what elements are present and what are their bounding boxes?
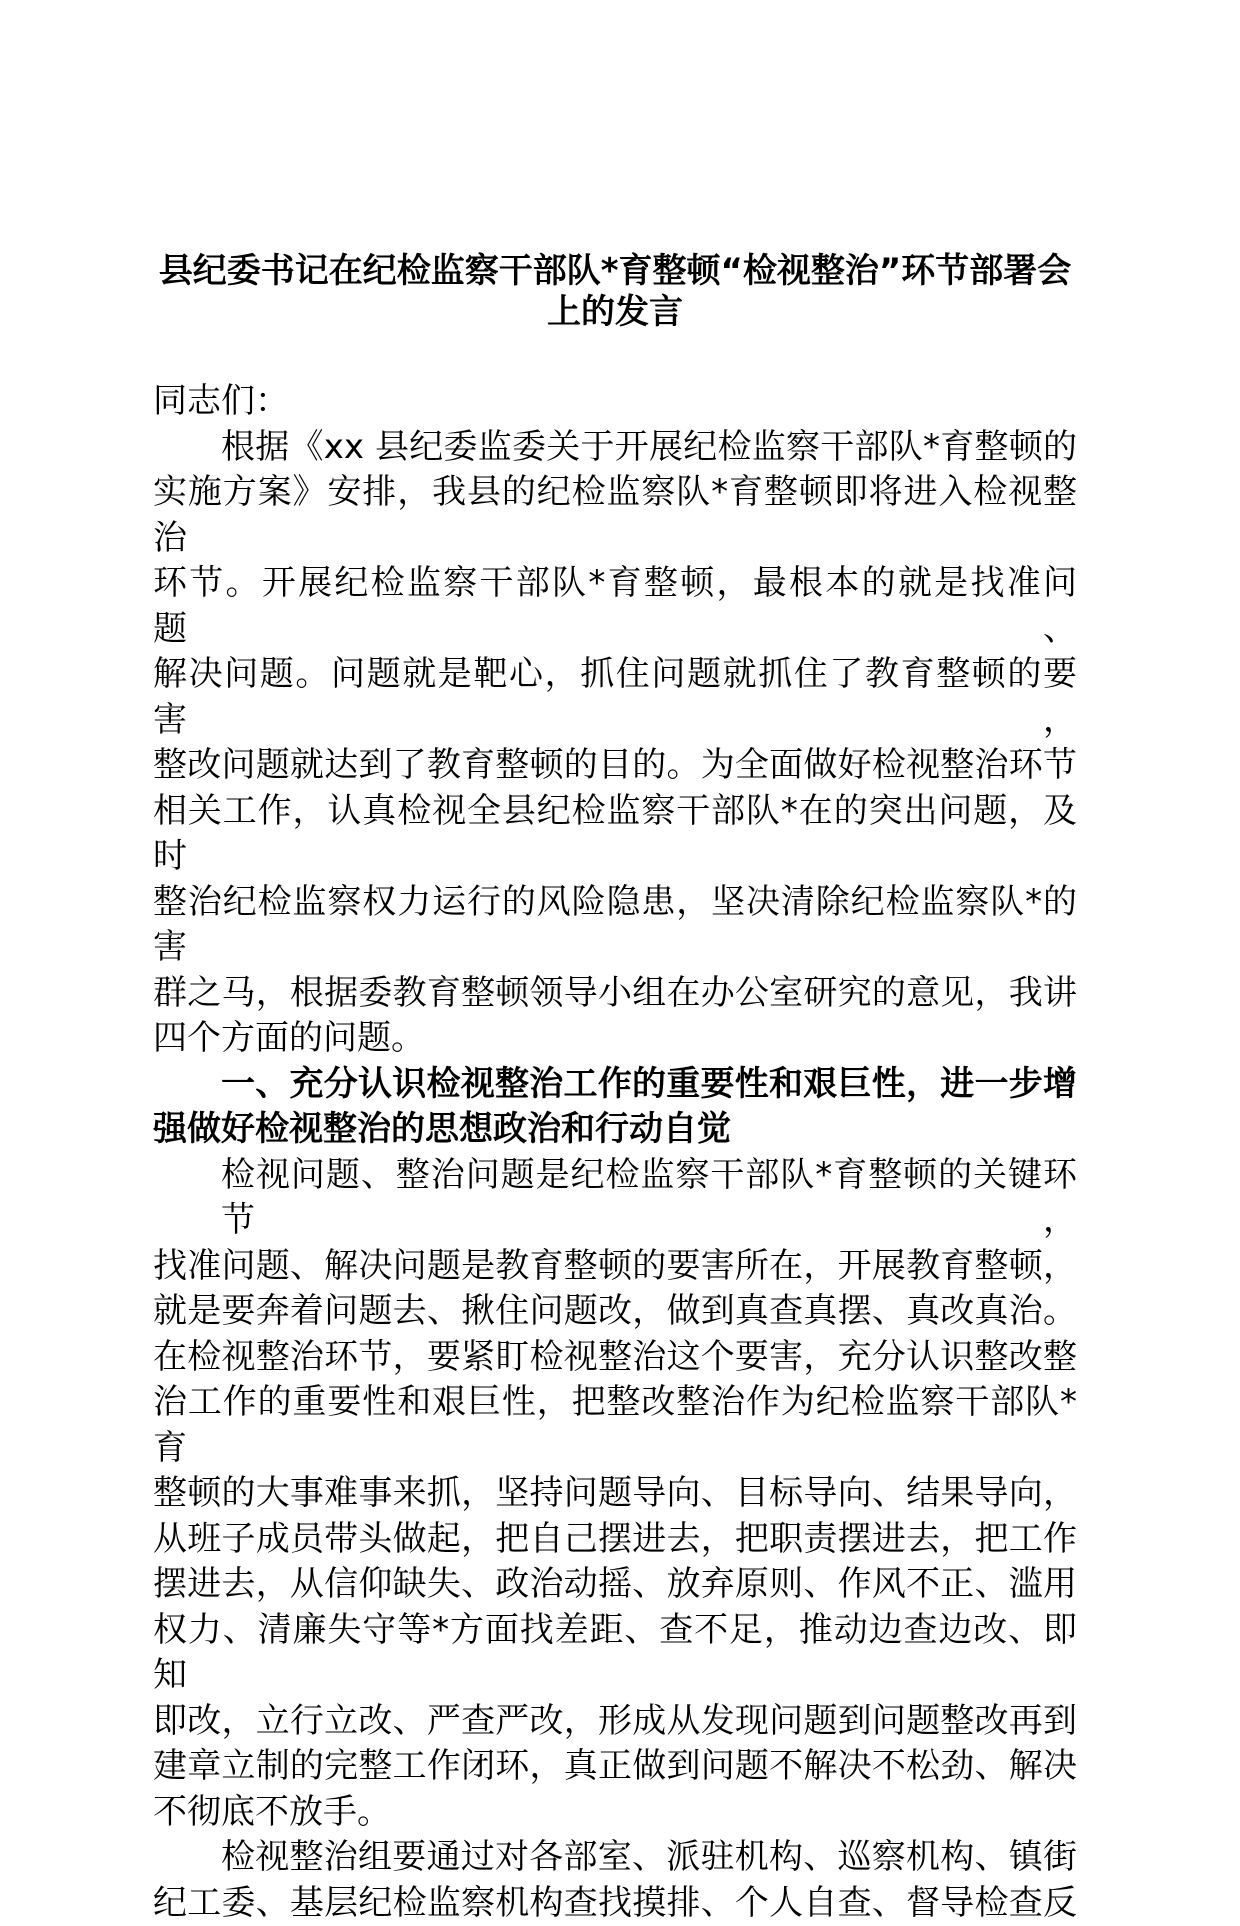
document-title — [153, 251, 1077, 333]
text-line: 实施方案》安排，我县的纪检监察队*育整顿即将进入检视整治 — [153, 470, 1077, 561]
paragraph-intro — [153, 425, 1077, 1062]
text-line: 权力、清廉失守等*方面找差距、查不足，推动边查边改、即知 — [153, 1608, 1077, 1699]
text-line: 纪工委、基层纪检监察机构查找摸排、个人自查、督导检查反 — [153, 1881, 1077, 1926]
text-line: 治工作的重要性和艰巨性，把整改整治作为纪检监察干部队*育 — [153, 1380, 1077, 1471]
paragraph — [153, 1153, 1077, 1836]
text-line: 群之马，根据委教育整顿领导小组在办公室研究的意见，我讲 — [153, 971, 1077, 1017]
text-line: 整治纪检监察权力运行的风险隐患，坚决清除纪检监察队*的害 — [153, 880, 1077, 971]
title-line: 县纪委书记在纪检监察干部队*育整顿“检视整治”环节部署会 — [153, 251, 1077, 292]
document-body — [153, 379, 1077, 1926]
salutation: 同志们： — [153, 379, 1077, 425]
text-line: 根据《xx 县纪委监委关于开展纪检监察干部队*育整顿的 — [153, 425, 1077, 471]
text-line: 解决问题。问题就是靶心，抓住问题就抓住了教育整顿的要害， — [153, 652, 1077, 743]
text-line: 从班子成员带头做起，把自己摆进去，把职责摆进去，把工作 — [153, 1517, 1077, 1563]
text-line: 四个方面的问题。 — [153, 1016, 1077, 1062]
heading-line: 一、充分认识检视整治工作的重要性和艰巨性，进一步增 — [153, 1062, 1077, 1108]
text-line: 摆进去，从信仰缺失、政治动摇、放弃原则、作风不正、滥用 — [153, 1562, 1077, 1608]
text-line: 检视整治组要通过对各部室、派驻机构、巡察机构、镇街 — [153, 1835, 1077, 1881]
text-line: 在检视整治环节，要紧盯检视整治这个要害，充分认识整改整 — [153, 1335, 1077, 1381]
text-line: 即改，立行立改、严查严改，形成从发现问题到问题整改再到 — [153, 1699, 1077, 1745]
heading-line: 强做好检视整治的思想政治和行动自觉 — [153, 1107, 1077, 1153]
text-line: 相关工作，认真检视全县纪检监察干部队*在的突出问题，及时 — [153, 789, 1077, 880]
text-line: 整改问题就达到了教育整顿的目的。为全面做好检视整治环节 — [153, 743, 1077, 789]
paragraph — [153, 1835, 1077, 1926]
section-heading — [153, 1062, 1077, 1153]
title-line: 上的发言 — [153, 292, 1077, 333]
text-line: 找准问题、解决问题是教育整顿的要害所在，开展教育整顿， — [153, 1244, 1077, 1290]
text-line: 检视问题、整治问题是纪检监察干部队*育整顿的关键环节， — [153, 1153, 1077, 1244]
text-line: 不彻底不放手。 — [153, 1790, 1077, 1836]
text-line: 环节。开展纪检监察干部队*育整顿，最根本的就是找准问题、 — [153, 561, 1077, 652]
text-line: 就是要奔着问题去、揪住问题改，做到真查真摆、真改真治。 — [153, 1289, 1077, 1335]
text-line: 建章立制的完整工作闭环，真正做到问题不解决不松劲、解决 — [153, 1744, 1077, 1790]
text-line: 整顿的大事难事来抓，坚持问题导向、目标导向、结果导向， — [153, 1471, 1077, 1517]
